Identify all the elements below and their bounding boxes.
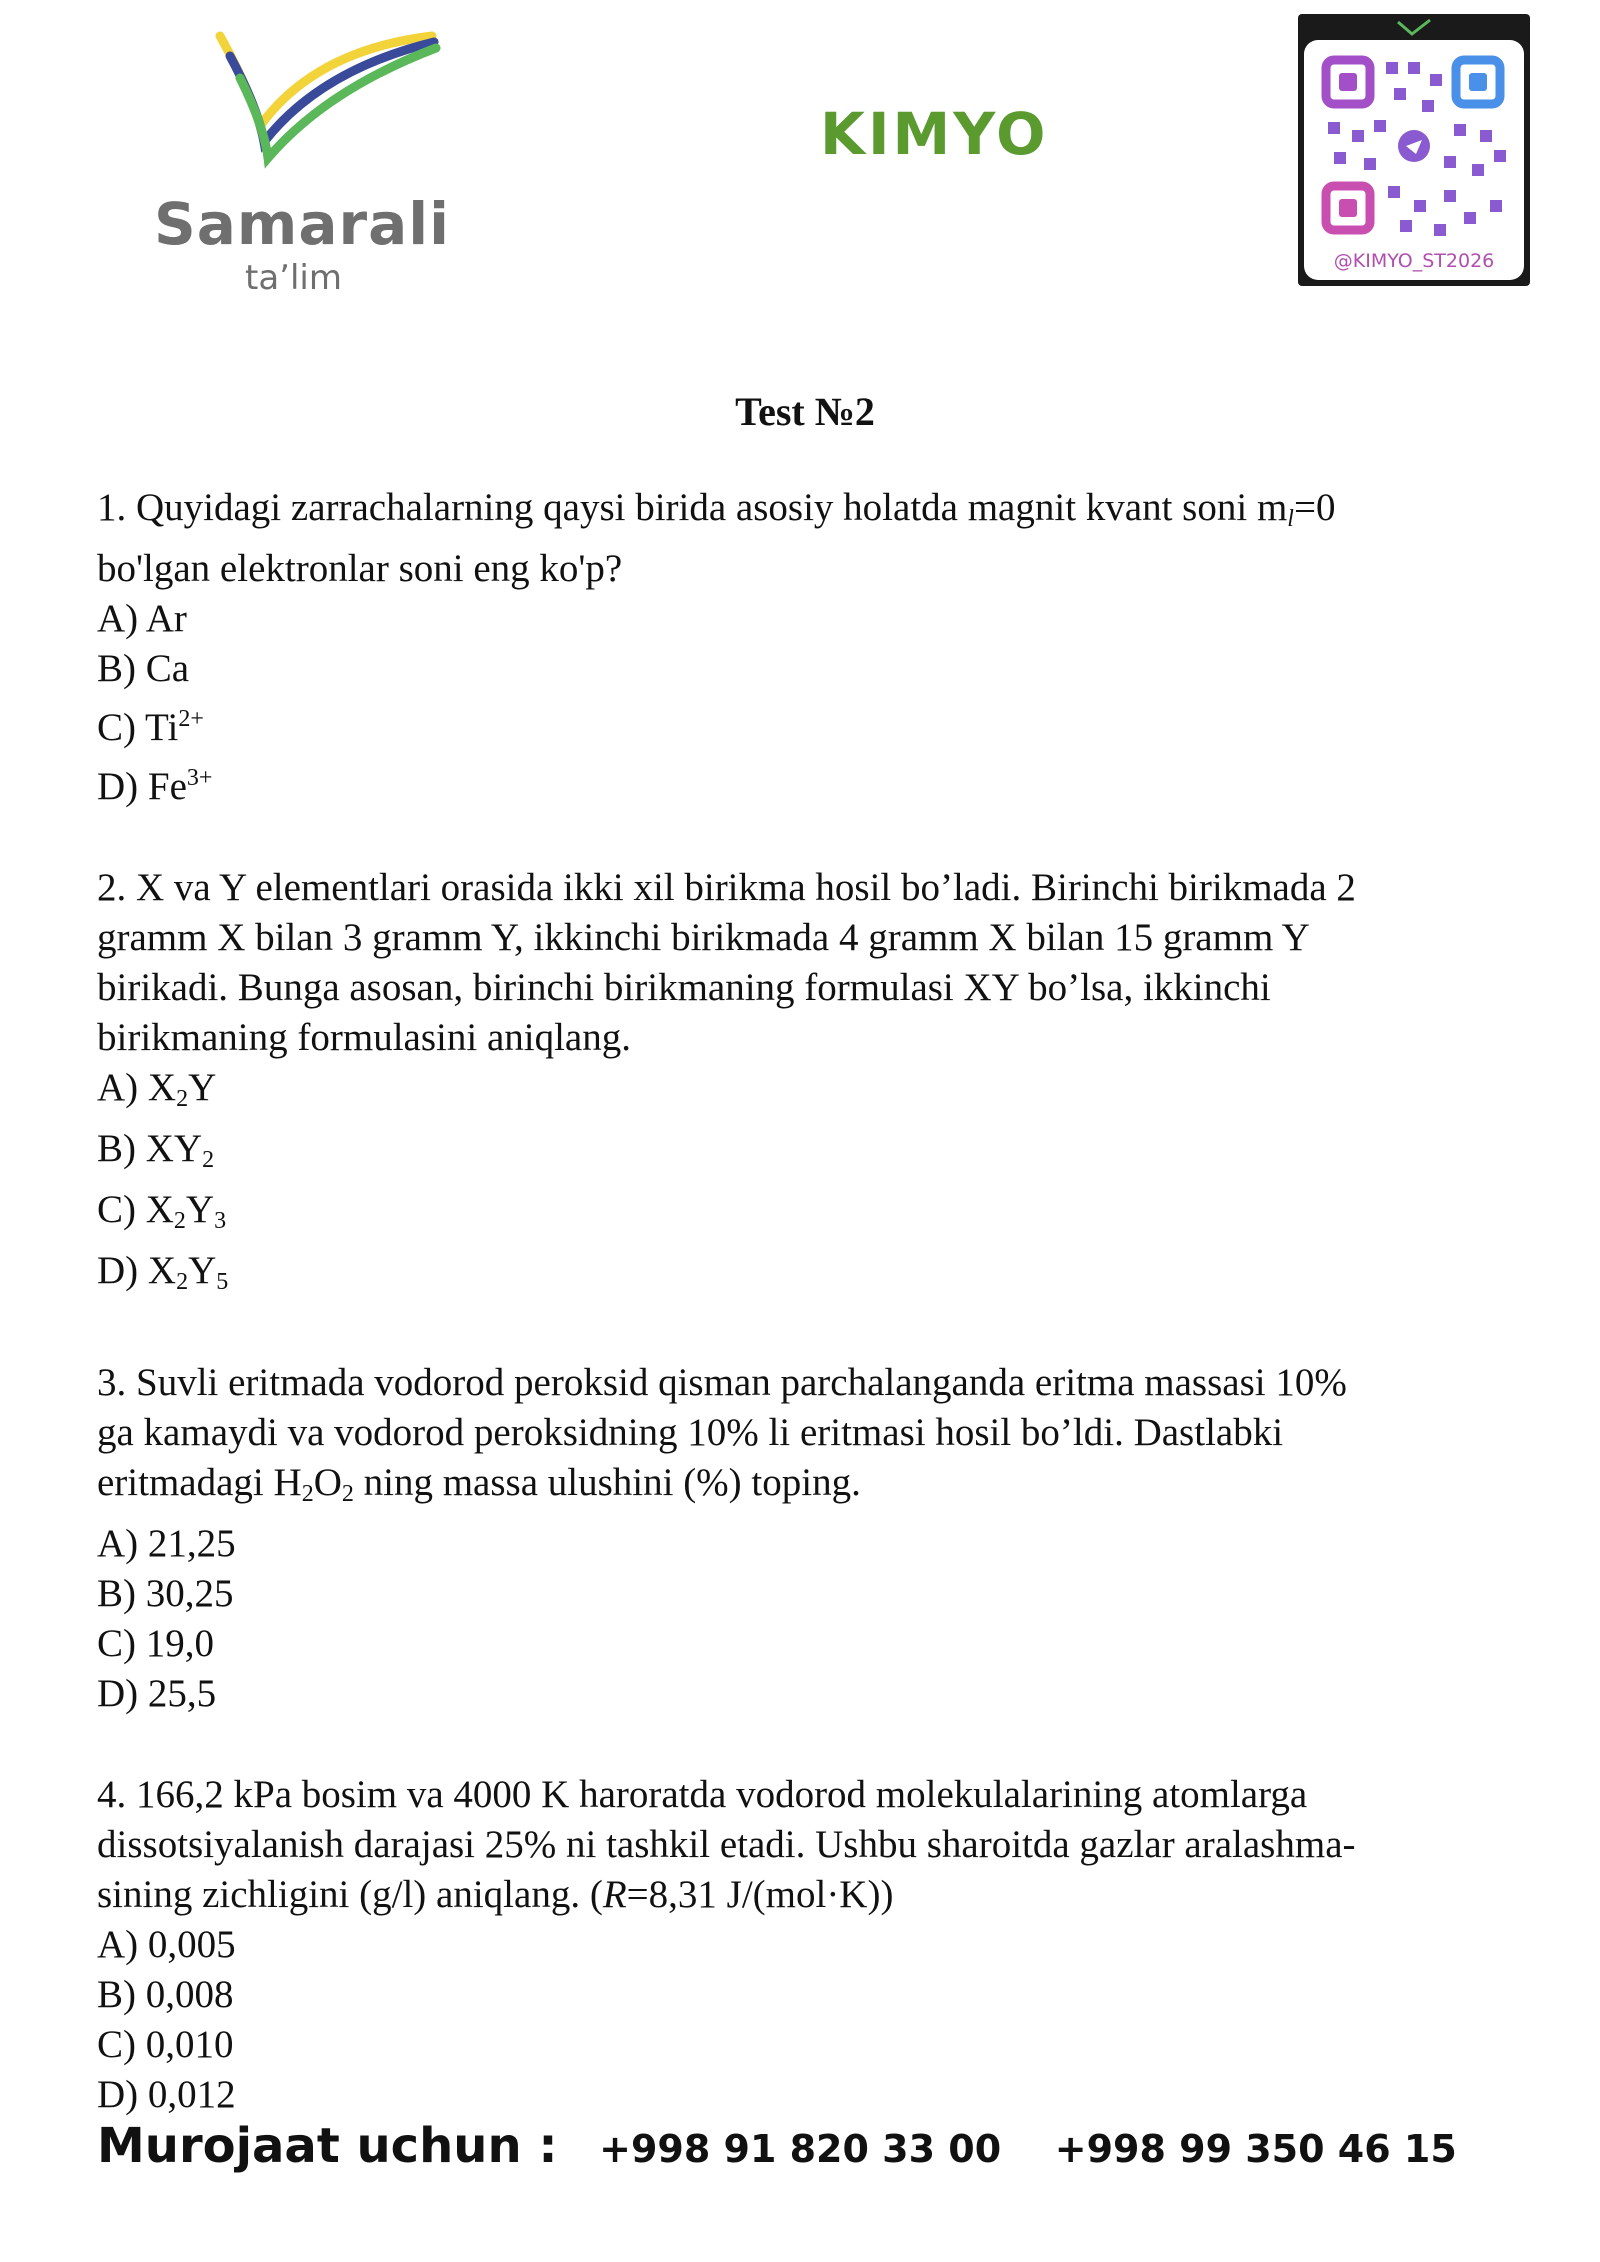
option-a[interactable]: [97, 1519, 1517, 1569]
option-b[interactable]: [97, 644, 1517, 694]
qr-code-card: [1298, 14, 1530, 286]
formula-part: X: [147, 1066, 177, 1109]
option-b[interactable]: [97, 1124, 1517, 1185]
option-a[interactable]: [97, 1063, 1517, 1124]
option-text: 21,25: [147, 1522, 236, 1565]
questions-list: [97, 483, 1517, 2171]
option-label: B): [97, 1127, 136, 1170]
option-label: A): [97, 1066, 139, 1109]
option-label: C): [97, 2023, 136, 2066]
formula-part: Y: [188, 1249, 217, 1292]
option-label: C): [97, 1188, 136, 1231]
option-c[interactable]: [97, 2020, 1517, 2070]
subscript: 3: [214, 1208, 227, 1234]
option-label: C): [97, 706, 136, 749]
option-label: C): [97, 1622, 136, 1665]
test-title: Test №2: [735, 389, 875, 434]
option-text: 25,5: [147, 1672, 217, 1715]
option-d[interactable]: [97, 2070, 1517, 2120]
formula-part: Y: [188, 1066, 217, 1109]
qr-handle: @KIMYO_ST2026: [1333, 250, 1495, 272]
question-line: dissotsiyalanish darajasi 25% ni tashkil etadi. Ushbu sharoitda gazlar aralashma-: [97, 1823, 1356, 1866]
question-line: =8,31 J/(mol·K)): [626, 1873, 894, 1916]
superscript: 2+: [178, 706, 204, 732]
option-text: Ar: [145, 597, 187, 640]
question-2: [97, 863, 1517, 1307]
option-b[interactable]: [97, 1569, 1517, 1619]
question-line: X va Y elementlari orasida ikki xil birikma hosil bo’ladi. Birinchi birikmada 2: [136, 866, 1356, 909]
option-d[interactable]: [97, 753, 1517, 812]
brand-subtitle: ta’lim: [245, 258, 342, 298]
subscript: 2: [176, 1086, 189, 1112]
option-c[interactable]: [97, 1185, 1517, 1246]
qr-code: [1304, 40, 1524, 280]
option-text: 0,005: [147, 1923, 236, 1966]
option-label: B): [97, 647, 136, 690]
option-label: D): [97, 1672, 139, 1715]
question-3: [97, 1358, 1517, 1719]
question-line: birikmaning formulasini aniqlang.: [97, 1016, 631, 1059]
question-line: ga kamaydi va vodorod peroksidning 10% li eritmasi hosil bo’ldi. Dastlabki: [97, 1411, 1284, 1454]
question-line: gramm X bilan 3 gramm Y, ikkinchi birikmada 4 gramm X bilan 15 gramm Y: [97, 916, 1310, 959]
formula-part: XY: [145, 1127, 203, 1170]
italic-variable: R: [602, 1873, 627, 1916]
option-text: 30,25: [145, 1572, 234, 1615]
question-1: [97, 483, 1517, 812]
option-label: D): [97, 765, 139, 808]
question-line: ning massa ulushini (%) toping.: [353, 1461, 861, 1504]
phone-number-1[interactable]: +998 91 820 33 00: [599, 2127, 1002, 2171]
samarali-logo: [140, 30, 480, 298]
option-text: 0,012: [147, 2073, 236, 2116]
option-label: D): [97, 1249, 139, 1292]
checkmark-logo-icon: [140, 30, 480, 200]
subscript: 2: [173, 1208, 186, 1234]
subscript: 5: [216, 1269, 229, 1295]
formula-part: X: [145, 1188, 174, 1231]
option-text: Ti: [145, 706, 179, 749]
option-text: 0,010: [145, 2023, 234, 2066]
question-number: 4.: [97, 1773, 127, 1816]
formula-part: X: [147, 1249, 177, 1292]
subscript: 2: [202, 1147, 215, 1173]
option-text: 0,008: [145, 1973, 234, 2016]
question-4: [97, 1770, 1517, 2120]
question-line: eritmadagi H: [97, 1461, 302, 1504]
question-text: [97, 1770, 1517, 1920]
question-number: 2.: [97, 866, 127, 909]
question-text: [97, 1358, 1517, 1519]
question-line: =0: [1293, 486, 1336, 529]
option-label: D): [97, 2073, 139, 2116]
option-label: B): [97, 1973, 136, 2016]
option-label: A): [97, 1522, 139, 1565]
superscript: 3+: [186, 765, 213, 791]
option-label: A): [97, 597, 139, 640]
option-a[interactable]: [97, 594, 1517, 644]
phone-number-2[interactable]: +998 99 350 46 15: [1054, 2127, 1457, 2171]
subscript: 2: [176, 1269, 189, 1295]
option-label: A): [97, 1923, 139, 1966]
brand-name: Samarali: [154, 190, 450, 258]
option-c[interactable]: [97, 1619, 1517, 1669]
option-text: Ca: [145, 647, 190, 690]
question-line: bo'lgan elektronlar soni eng ko'p?: [97, 547, 623, 590]
question-text: [97, 863, 1517, 1063]
subscript: 2: [341, 1481, 354, 1507]
option-c[interactable]: [97, 694, 1517, 753]
subscript: 2: [301, 1481, 314, 1507]
question-line: 166,2 kPa bosim va 4000 K haroratda vodorod molekulalarining atomlarga: [136, 1773, 1308, 1816]
option-label: B): [97, 1572, 136, 1615]
subscript: l: [1287, 506, 1294, 532]
option-b[interactable]: [97, 1970, 1517, 2020]
qr-code-icon: [1304, 40, 1524, 250]
question-line: Suvli eritmada vodorod peroksid qisman parchalanganda eritma massasi 10%: [136, 1361, 1347, 1404]
question-number: 1.: [97, 486, 127, 529]
contact-label: Murojaat uchun :: [97, 2118, 558, 2174]
option-a[interactable]: [97, 1920, 1517, 1970]
option-d[interactable]: [97, 1246, 1517, 1307]
question-line: Quyidagi zarrachalarning qaysi birida asosiy holatda magnit kvant soni m: [136, 486, 1288, 529]
question-line: birikadi. Bunga asosan, birinchi birikmaning formulasi XY bo’lsa, ikkinchi: [97, 966, 1271, 1009]
header: [0, 0, 1600, 320]
formula-part: O: [313, 1461, 342, 1504]
question-line: sining zichligini (g/l) aniqlang. (: [97, 1873, 603, 1916]
option-text: Fe: [147, 765, 187, 808]
question-text: [97, 483, 1517, 594]
option-d[interactable]: [97, 1669, 1517, 1719]
contact-footer: [97, 2118, 1557, 2174]
option-text: 19,0: [145, 1622, 214, 1665]
question-number: 3.: [97, 1361, 127, 1404]
formula-part: Y: [185, 1188, 215, 1231]
subject-title: KIMYO: [820, 100, 1049, 168]
